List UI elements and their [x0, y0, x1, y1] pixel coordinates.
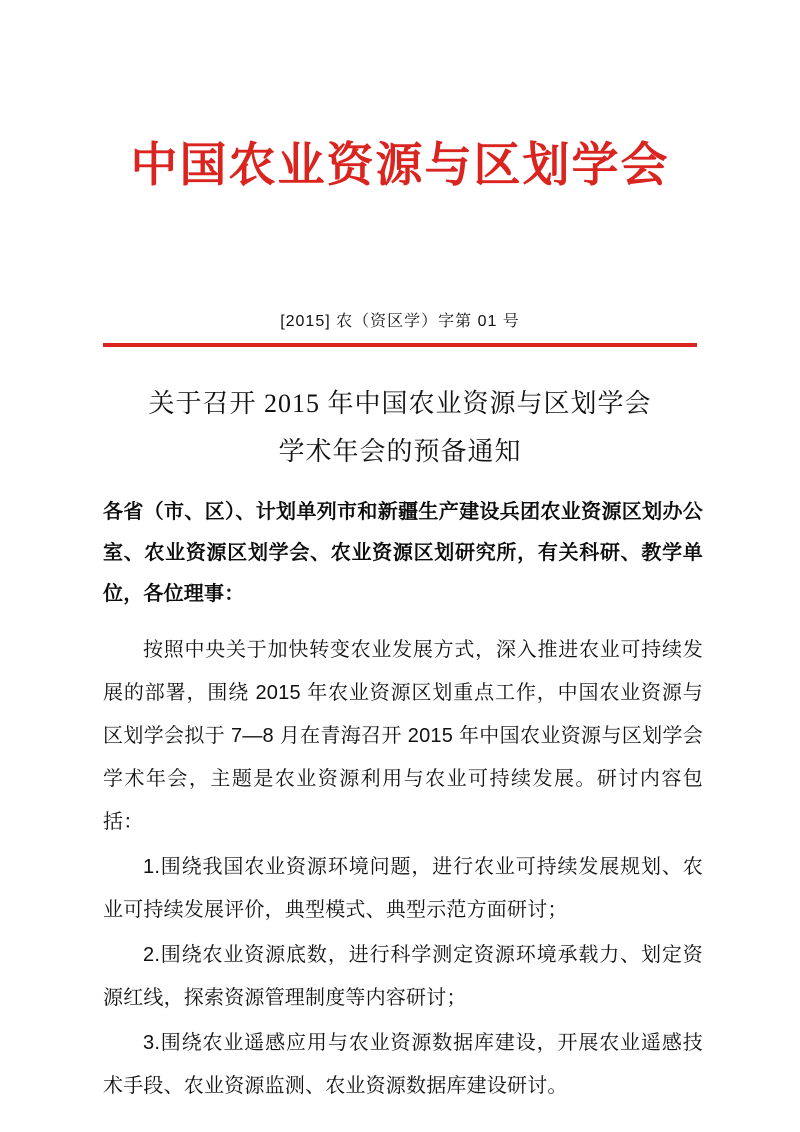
organization-title: 中国农业资源与区划学会 — [130, 138, 670, 191]
body-paragraph-intro: 按照中央关于加快转变农业发展方式，深入推进农业可持续发展的部署，围绕 2015 年农业资源区划重点工作，中国农业资源与区划学会拟于 7—8 月在青海召开 2015 年中国农业资源与区划学会学术年会，主题是农业资源利用与农业可持续发展。研讨内容包括： — [103, 639, 703, 833]
document-heading-line-1: 关于召开 2015 年中国农业资源与区划学会 — [148, 389, 652, 418]
document-heading — [100, 380, 700, 476]
document-body — [103, 492, 703, 1108]
document-heading-line-2: 学术年会的预备通知 — [278, 437, 522, 467]
red-separator-rule — [103, 343, 697, 347]
body-paragraph-item-3: 3.围绕农业遥感应用与农业资源数据库建设，开展农业遥感技术手段、农业资源监测、农业资源数据库建设研讨。 — [103, 1032, 703, 1097]
body-paragraph-item-2: 2.围绕农业资源底数，进行科学测定资源环境承载力、划定资源红线，探索资源管理制度等内容研讨； — [103, 944, 703, 1009]
body-paragraph-item-1: 1.围绕我国农业资源环境问题，进行农业可持续发展规划、农业可持续发展评价，典型模式、典型示范方面研讨； — [103, 856, 703, 921]
masthead — [0, 138, 800, 192]
document-number: [2015] 农（资区学）字第 01 号 — [280, 313, 520, 330]
addressee-block: 各省（市、区）、计划单列市和新疆生产建设兵团农业资源区划办公室、农业资源区划学会、农业资源区划研究所，有关科研、教学单位，各位理事： — [103, 501, 703, 605]
